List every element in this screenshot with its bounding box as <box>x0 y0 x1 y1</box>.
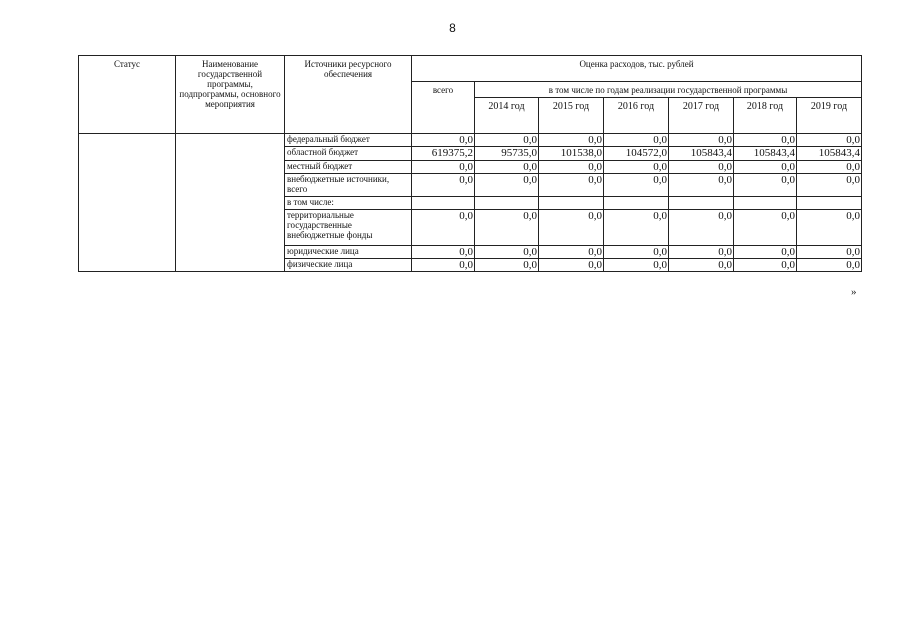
header-total: всего <box>412 82 475 134</box>
source-label: территориальные государственные внебюджетные фонды <box>285 210 412 246</box>
header-year: 2016 год <box>604 98 669 134</box>
value-cell: 105843,4 <box>669 147 734 161</box>
value-cell: 0,0 <box>539 210 604 246</box>
value-cell: 0,0 <box>734 174 797 197</box>
value-cell: 0,0 <box>475 246 539 259</box>
value-cell: 0,0 <box>734 134 797 147</box>
value-cell: 0,0 <box>475 134 539 147</box>
header-status: Статус <box>79 56 176 134</box>
value-cell: 0,0 <box>669 210 734 246</box>
value-cell: 0,0 <box>539 161 604 174</box>
value-cell: 0,0 <box>412 210 475 246</box>
value-cell: 0,0 <box>604 246 669 259</box>
value-cell: 0,0 <box>669 134 734 147</box>
value-cell: 0,0 <box>412 161 475 174</box>
value-cell: 0,0 <box>475 174 539 197</box>
value-cell: 101538,0 <box>539 147 604 161</box>
value-cell: 0,0 <box>539 246 604 259</box>
value-cell: 0,0 <box>734 210 797 246</box>
header-estimate: Оценка расходов, тыс. рублей <box>412 56 862 82</box>
value-cell: 104572,0 <box>604 147 669 161</box>
header-year: 2014 год <box>475 98 539 134</box>
value-cell: 0,0 <box>539 174 604 197</box>
value-cell: 0,0 <box>475 161 539 174</box>
value-cell: 0,0 <box>669 259 734 272</box>
budget-table <box>78 55 862 272</box>
value-cell: 0,0 <box>539 259 604 272</box>
value-cell: 0,0 <box>604 210 669 246</box>
value-cell: 105843,4 <box>797 147 862 161</box>
value-cell: 0,0 <box>669 246 734 259</box>
value-cell: 0,0 <box>797 174 862 197</box>
value-cell <box>604 197 669 210</box>
table-row <box>79 134 862 147</box>
value-cell: 0,0 <box>734 259 797 272</box>
value-cell: 0,0 <box>797 246 862 259</box>
value-cell: 0,0 <box>669 161 734 174</box>
value-cell: 619375,2 <box>412 147 475 161</box>
value-cell: 0,0 <box>412 246 475 259</box>
value-cell <box>669 197 734 210</box>
source-label: физические лица <box>285 259 412 272</box>
source-label: федеральный бюджет <box>285 134 412 147</box>
value-cell: 0,0 <box>604 134 669 147</box>
value-cell: 0,0 <box>604 174 669 197</box>
header-sources: Источники ресурсного обеспечения <box>285 56 412 134</box>
header-year: 2019 год <box>797 98 862 134</box>
value-cell: 0,0 <box>669 174 734 197</box>
value-cell: 0,0 <box>797 259 862 272</box>
header-year: 2018 год <box>734 98 797 134</box>
value-cell: 0,0 <box>797 161 862 174</box>
header-by-years: в том числе по годам реализации государственной программы <box>475 82 862 98</box>
source-label: в том числе: <box>285 197 412 210</box>
header-row-1 <box>79 56 862 82</box>
header-year: 2015 год <box>539 98 604 134</box>
value-cell: 95735,0 <box>475 147 539 161</box>
value-cell: 0,0 <box>412 134 475 147</box>
source-label: юридические лица <box>285 246 412 259</box>
table-body <box>79 56 862 272</box>
value-cell: 0,0 <box>412 174 475 197</box>
value-cell: 0,0 <box>734 161 797 174</box>
value-cell: 0,0 <box>604 259 669 272</box>
value-cell <box>475 197 539 210</box>
status-cell <box>79 134 176 272</box>
source-label: внебюджетные источники, всего <box>285 174 412 197</box>
value-cell: 0,0 <box>539 134 604 147</box>
value-cell: 0,0 <box>475 210 539 246</box>
header-program-name: Наименование государственной программы, подпрограммы, основного мероприятия <box>176 56 285 134</box>
value-cell <box>797 197 862 210</box>
value-cell: 0,0 <box>797 134 862 147</box>
value-cell: 105843,4 <box>734 147 797 161</box>
value-cell: 0,0 <box>797 210 862 246</box>
value-cell <box>539 197 604 210</box>
source-label: местный бюджет <box>285 161 412 174</box>
header-year: 2017 год <box>669 98 734 134</box>
page-number: 8 <box>449 21 456 35</box>
source-label: областной бюджет <box>285 147 412 161</box>
value-cell: 0,0 <box>604 161 669 174</box>
value-cell: 0,0 <box>475 259 539 272</box>
value-cell: 0,0 <box>734 246 797 259</box>
closing-quote-mark: » <box>851 286 857 298</box>
value-cell <box>412 197 475 210</box>
program-name-cell <box>176 134 285 272</box>
value-cell: 0,0 <box>412 259 475 272</box>
value-cell <box>734 197 797 210</box>
